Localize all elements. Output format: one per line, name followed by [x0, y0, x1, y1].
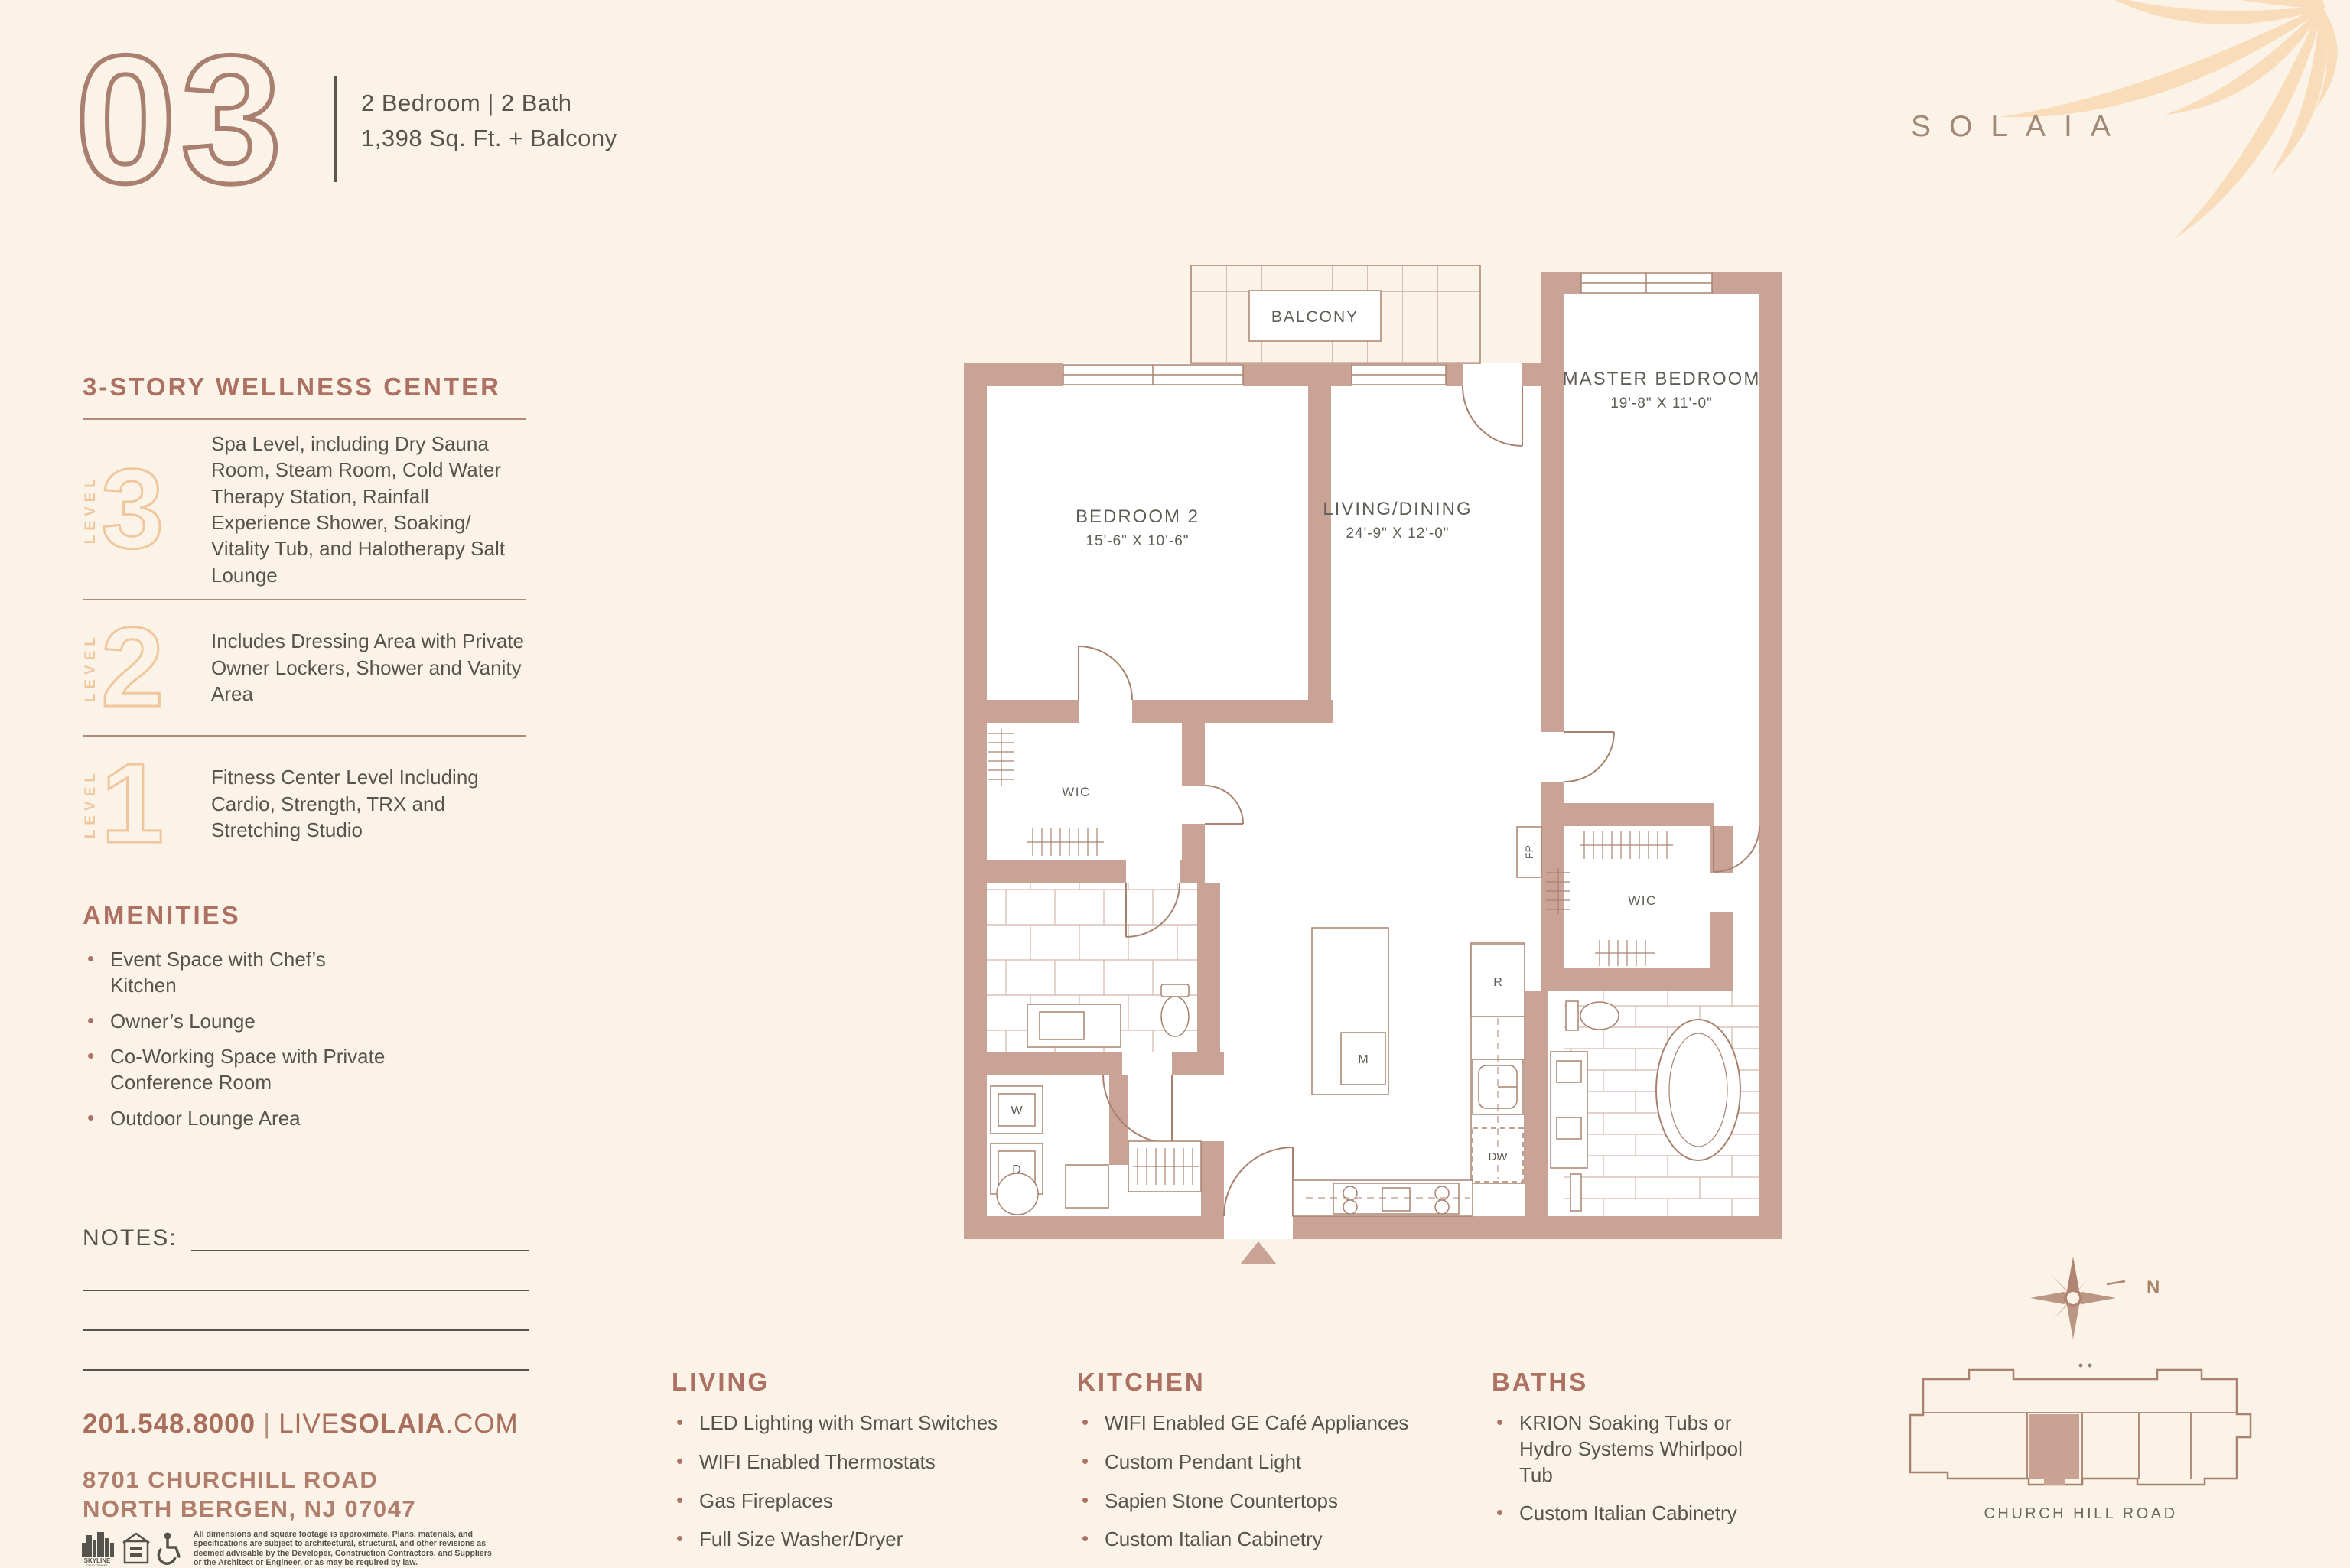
label-bedroom2-dims: 15'-6" X 10'-6" [1085, 533, 1190, 549]
skyline-development-logo [82, 1532, 114, 1567]
level-number: 1 [101, 740, 164, 867]
feature-item: • Custom Italian Cabinetry [1492, 1501, 1767, 1527]
notes-writing-line [83, 1290, 529, 1291]
level-number: 2 [101, 603, 164, 730]
level-word: LEVEL [83, 474, 99, 545]
level-3-badge [83, 445, 211, 572]
label-microwave: M [1358, 1053, 1369, 1066]
level-number: 3 [101, 445, 164, 572]
feature-item: • Custom Italian Cabinetry [1077, 1527, 1475, 1553]
unit-number: 03 [75, 18, 287, 221]
feature-item: • LED Lighting with Smart Switches [672, 1410, 1069, 1436]
label-bedroom2: BEDROOM 2 [1075, 506, 1200, 527]
phone-number[interactable]: 201.548.8000 [83, 1409, 256, 1439]
living-features [672, 1368, 1069, 1566]
building-outline [1910, 1370, 2251, 1485]
notes-section [83, 1225, 529, 1371]
amenity-item: • Outdoor Lounge Area [83, 1106, 389, 1132]
header-divider [334, 76, 337, 182]
contact-row [83, 1409, 519, 1440]
wellness-level-3 [83, 420, 530, 599]
notes-label: NOTES: [83, 1225, 177, 1251]
accessibility-icon [158, 1533, 179, 1564]
legal-disclaimer: All dimensions and square footage is approximate. Plans, materials, and specifications are subject to architectural, structural, and other revisions as deemed advisable by the Developer, Construction Contractors, and Suppliers or the Architect or Engineer, or as may be required by law. [194, 1530, 492, 1568]
unit-type: 2 Bedroom | 2 Bath [361, 89, 572, 116]
level-word: LEVEL [83, 633, 99, 703]
notes-writing-line [83, 1369, 529, 1371]
address-line-1: 8701 CHURCHILL ROAD [83, 1466, 379, 1493]
kitchen-title: KITCHEN [1077, 1368, 1206, 1396]
address [83, 1466, 416, 1524]
amenities-section [83, 901, 442, 1142]
baths-title: BATHS [1492, 1368, 1589, 1396]
label-refrigerator: R [1493, 976, 1502, 989]
website-link[interactable]: LIVESOLAIA.COM [278, 1409, 519, 1439]
legal-icons [79, 1531, 194, 1567]
label-balcony: BALCONY [1271, 308, 1359, 326]
svg-text:DEVELOPMENT: DEVELOPMENT [86, 1564, 108, 1567]
wellness-title: 3-STORY WELLNESS CENTER [83, 372, 501, 401]
amenity-item: • Co-Working Space with Private Conference Room [83, 1044, 389, 1096]
label-living-dining: LIVING/DINING [1323, 499, 1473, 519]
level-1-badge [83, 740, 211, 867]
notes-writing-line [191, 1228, 529, 1251]
amenities-title: AMENITIES [83, 901, 241, 929]
label-washer: W [1011, 1104, 1023, 1117]
brand-logo: SOLAIA [1911, 110, 2129, 143]
feature-item: • Gas Fireplaces [672, 1488, 1069, 1514]
label-living-dims: 24'-9" X 12'-0" [1346, 525, 1450, 542]
sunburst-decoration [1830, 0, 2350, 459]
amenity-item: • Event Space with Chef’s Kitchen [83, 947, 389, 999]
living-title: LIVING [672, 1368, 770, 1396]
amenity-item: • Owner’s Lounge [83, 1009, 389, 1035]
label-master-bedroom: MASTER BEDROOM [1562, 369, 1761, 389]
level-2-text: Includes Dressing Area with Private Owner Lockers, Shower and Vanity Area [211, 629, 524, 706]
contact-separator: | [263, 1409, 272, 1439]
kitchen-features [1077, 1368, 1475, 1566]
unit-info [361, 86, 617, 156]
label-wic-bedroom2: WIC [1062, 785, 1091, 799]
label-fireplace: FP [1523, 845, 1535, 859]
north-label: N [2147, 1277, 2160, 1298]
feature-item: • Custom Pendant Light [1077, 1449, 1475, 1475]
label-wic-master: WIC [1628, 893, 1657, 908]
wellness-level-2 [83, 600, 530, 735]
equal-housing-icon [123, 1534, 149, 1563]
compass-icon [2030, 1257, 2125, 1339]
wellness-section [83, 372, 530, 871]
street-label: CHURCH HILL ROAD [1984, 1505, 2178, 1522]
keyplan [1889, 1251, 2287, 1557]
unit-size: 1,398 Sq. Ft. + Balcony [361, 124, 617, 151]
address-line-2: NORTH BERGEN, NJ 07047 [83, 1495, 417, 1523]
label-dishwasher: DW [1488, 1150, 1508, 1163]
feature-item: • KRION Soaking Tubs or Hydro Systems Whirlpool Tub [1492, 1410, 1767, 1488]
highlighted-unit [2029, 1414, 2079, 1479]
feature-item: • WIFI Enabled Thermostats [672, 1449, 1069, 1475]
baths-features [1492, 1368, 1767, 1540]
notes-writing-line [83, 1329, 529, 1331]
level-2-badge [83, 603, 211, 730]
level-1-text: Fitness Center Level Including Cardio, Strength, TRX and Stretching Studio [211, 766, 479, 842]
label-master-dims: 19'-8" X 11'-0" [1610, 395, 1713, 412]
wellness-level-1 [83, 737, 530, 871]
entry-arrow [1240, 1241, 1277, 1264]
feature-item: • Sapien Stone Countertops [1077, 1488, 1475, 1514]
floor-plan [945, 256, 1786, 1281]
svg-text:SKYLINE: SKYLINE [83, 1557, 111, 1564]
level-word: LEVEL [83, 769, 99, 839]
label-dryer: D [1012, 1163, 1021, 1176]
feature-item: • Full Size Washer/Dryer [672, 1527, 1069, 1553]
feature-item: • WIFI Enabled GE Café Appliances [1077, 1410, 1475, 1436]
level-3-text: Spa Level, including Dry Sauna Room, Steam Room, Cold Water Therapy Station, Rainfall Experience Shower, Soaking/ Vitality Tub, and Halotherapy Salt Lounge [211, 432, 505, 587]
